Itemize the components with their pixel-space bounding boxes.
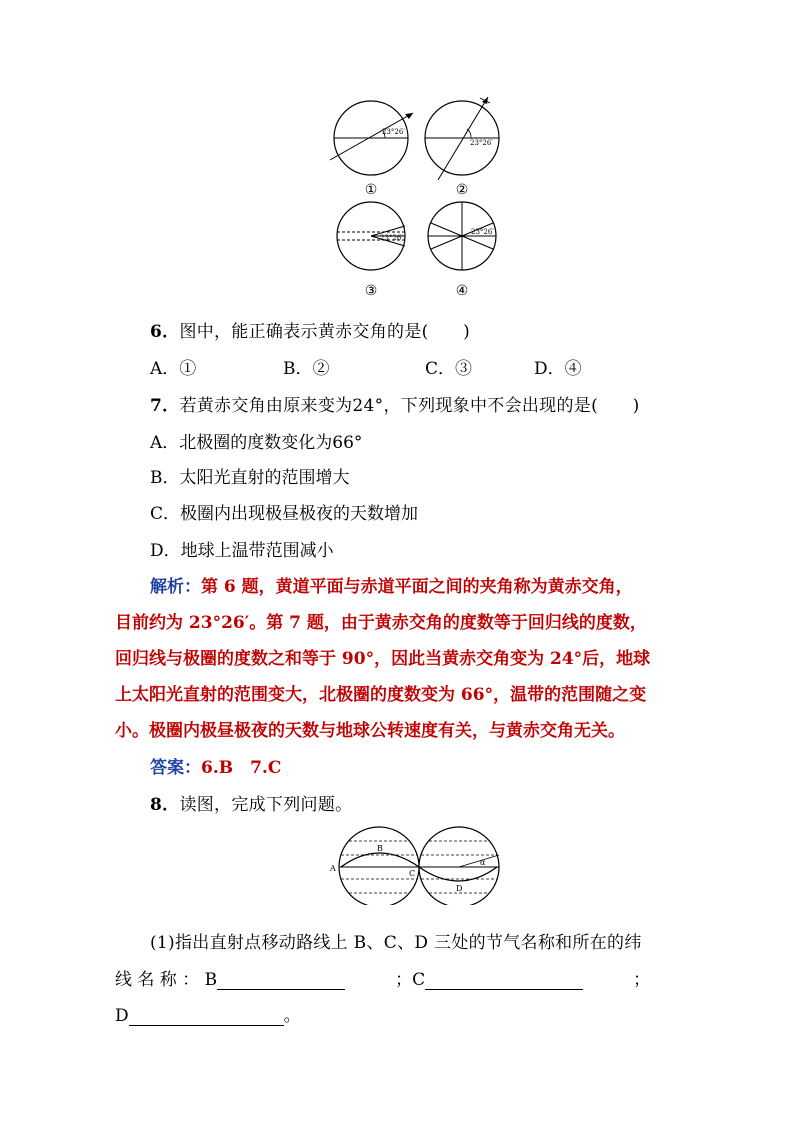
svg-text:C: C — [409, 869, 416, 878]
svg-text:23°26′: 23°26′ — [380, 234, 403, 242]
question-6-text: 图中，能正确表示黄赤交角的是( ) — [179, 322, 471, 342]
label-b: 线 名 称 ： B — [115, 970, 218, 990]
q7-option-a[interactable]: A．北极圈的度数变化为66° — [150, 433, 363, 453]
analysis-line-5: 小。极圈内极昼极夜的天数与地球公转速度有关，与黄赤交角无关。 — [115, 721, 625, 741]
q6-option-c[interactable]: C．③ — [425, 359, 473, 379]
question-8 — [150, 790, 352, 815]
question-8-text: 读图，完成下列问题。 — [179, 795, 353, 815]
svg-text:D: D — [456, 884, 463, 893]
q7-option-d[interactable]: D．地球上温带范围减小 — [150, 541, 334, 561]
analysis-line-4: 上太阳光直射的范围变大，北极圈的度数变为 66°，温带的范围随之变 — [115, 685, 647, 705]
q6-option-b[interactable]: B．② — [283, 359, 330, 379]
q6-option-a[interactable]: A．① — [150, 359, 197, 379]
blank-b[interactable] — [217, 973, 345, 990]
question-6 — [150, 317, 470, 342]
semicolon: ； — [633, 970, 651, 990]
period: 。 — [283, 1006, 301, 1026]
figure-obliquity-diagrams — [325, 95, 515, 305]
diagram-1 — [330, 101, 413, 175]
answer-label: 答案： — [150, 758, 201, 778]
q8-sub1-line2 — [115, 965, 650, 990]
analysis-line-3: 回归线与极圈的度数之和等于 90°，因此当黄赤交角变为 24°后，地球 — [115, 649, 651, 669]
diagram-3 — [337, 202, 405, 270]
question-6-number: 6． — [150, 322, 180, 342]
q6-option-d[interactable]: D．④ — [534, 359, 582, 379]
q7-option-b[interactable]: B．太阳光直射的范围增大 — [150, 468, 350, 488]
answer-line — [150, 753, 281, 778]
question-7-text: 若黄赤交角由原来变为24°，下列现象中不会出现的是( ) — [179, 396, 640, 416]
label-c: ；C — [395, 970, 426, 990]
answer-value: 6.B 7.C — [201, 758, 282, 778]
svg-text:23°26′: 23°26′ — [471, 228, 494, 236]
q8-sub1-line1: (1)指出直射点移动路线上 B、C、D 三处的节气名称和所在的纬 — [150, 933, 642, 953]
q7-option-c[interactable]: C．极圈内出现极昼极夜的天数增加 — [150, 504, 419, 524]
blank-d[interactable] — [129, 1009, 284, 1026]
figure-solar-path — [325, 825, 505, 905]
svg-text:23°26′: 23°26′ — [470, 139, 493, 147]
question-7-number: 7． — [150, 396, 180, 416]
analysis-line-2: 目前约为 23°26′。第 7 题，由于黄赤交角的度数等于回归线的度数， — [115, 613, 647, 633]
svg-text:23°26′: 23°26′ — [382, 128, 405, 136]
analysis-label: 解析： — [150, 577, 201, 597]
caption-1: ① — [364, 182, 378, 198]
q8-sub1-line3 — [115, 1001, 301, 1026]
caption-2: ② — [455, 182, 469, 198]
label-d: D — [115, 1006, 129, 1026]
question-8-number: 8． — [150, 795, 180, 815]
caption-4: ④ — [455, 283, 469, 299]
question-7 — [150, 391, 640, 416]
svg-text:α: α — [480, 858, 486, 867]
svg-text:B: B — [377, 844, 383, 853]
diagram-2 — [425, 97, 499, 180]
diagram-4 — [428, 202, 496, 270]
analysis-line-1: 解析：第 6 题，黄道平面与赤道平面之间的夹角称为黄赤交角， — [150, 577, 633, 597]
caption-3: ③ — [364, 283, 378, 299]
blank-c[interactable] — [425, 973, 583, 990]
svg-text:A: A — [330, 864, 336, 873]
